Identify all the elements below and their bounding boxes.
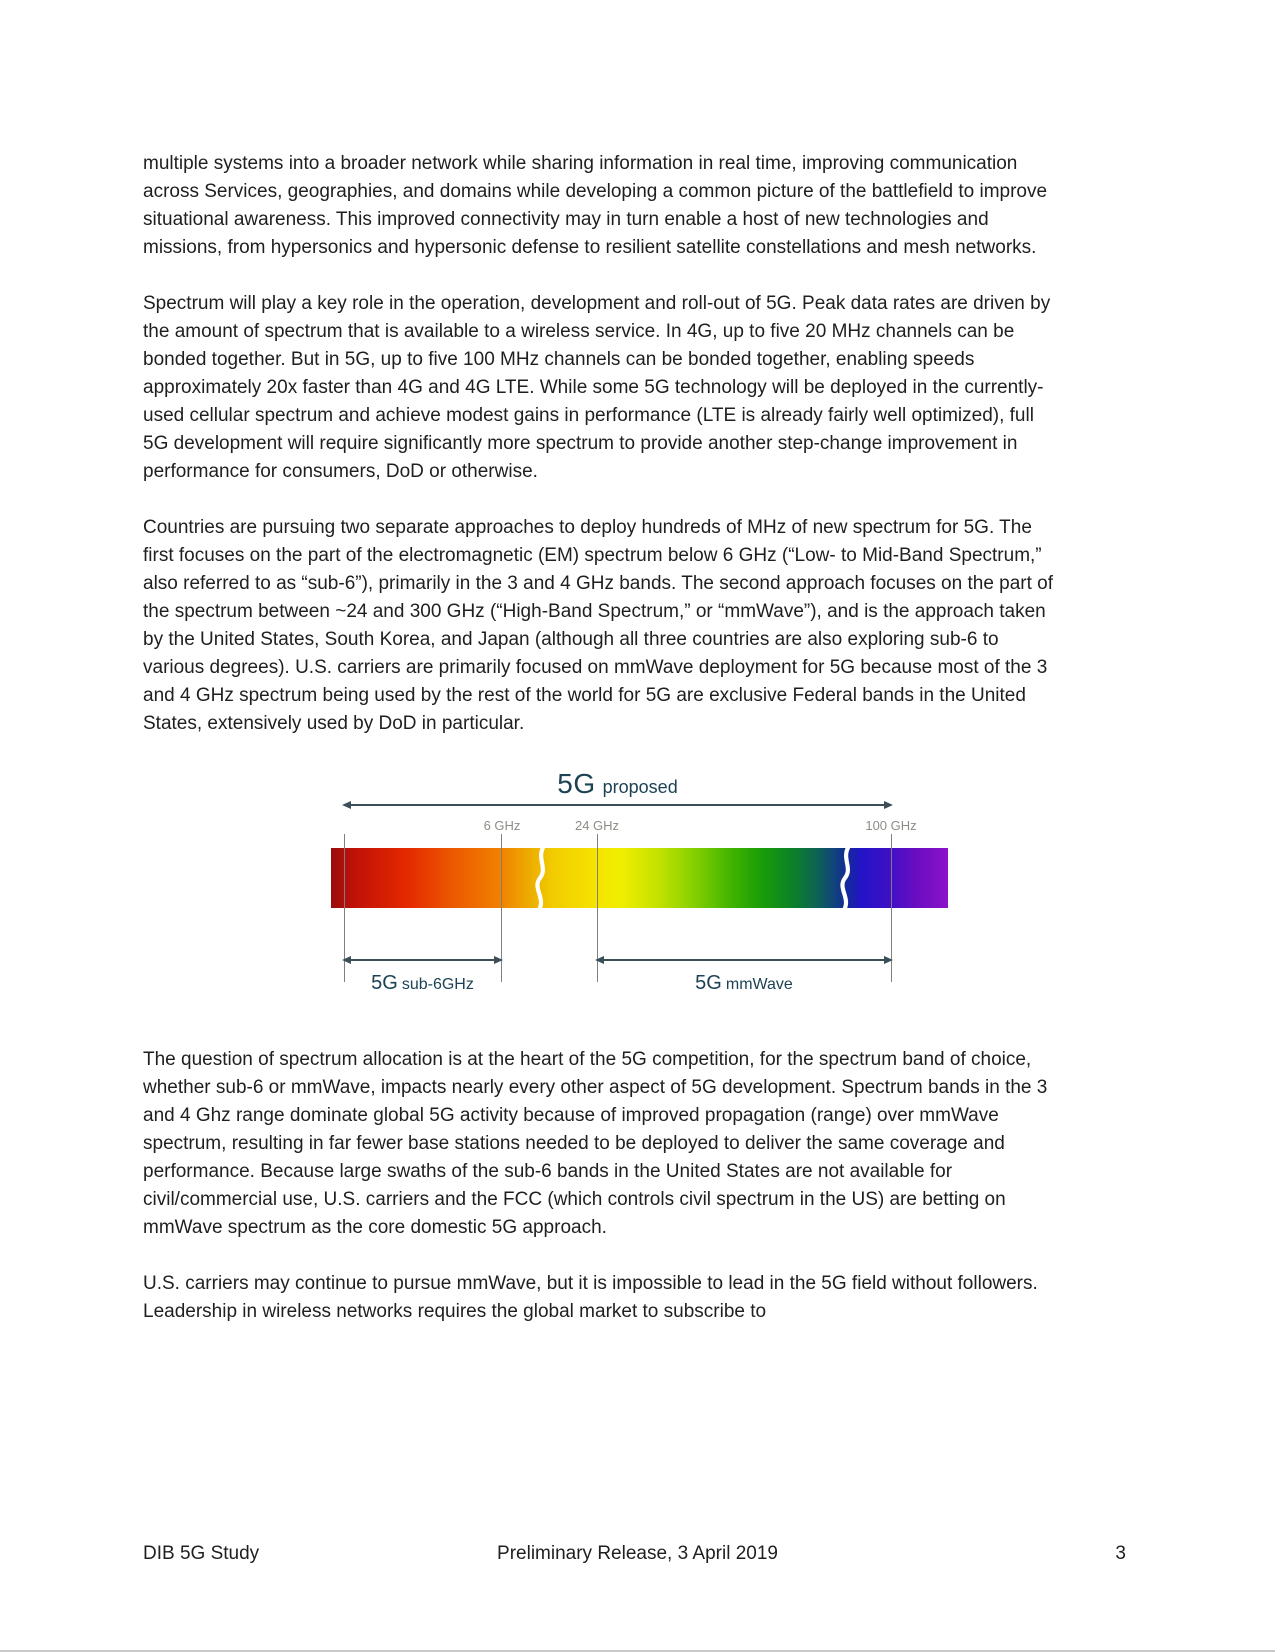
footer-page-number: 3	[1115, 1543, 1126, 1564]
band-label-mmwave	[597, 972, 891, 995]
band-label-sub6-main: 5G	[371, 972, 398, 994]
paragraph-two-approaches: Countries are pursuing two separate approaches to deploy hundreds of MHz of new spectrum for 5G. The first focuses on the part of the electromagnetic (EM) spectrum below 6 GHz (“Low- to Mid-Band Spectrum,” also referred to as “sub-6”), primarily in the 3 and 4 GHz bands. The second approach focuses on the part of the spectrum between ~24 and 300 GHz (“High-Band Spectrum,” or “mmWave”), and is the approach taken by the United States, South Korea, and Japan (although all three countries are also exploring sub-6 to various degrees). U.S. carriers are primarily focused on mmWave deployment for 5G because most of the 3 and 4 GHz spectrum being used by the rest of the world for 5G are exclusive Federal bands in the United States, extensively used by DoD in particular.	[143, 517, 1054, 734]
freq-label-6ghz: 6 GHz	[483, 818, 521, 833]
band-label-sub6	[344, 972, 501, 995]
proposed-range-arrow	[344, 804, 891, 806]
footer-release-info: Preliminary Release, 3 April 2019	[497, 1543, 778, 1564]
freq-label-24ghz: 24 GHz	[574, 818, 620, 833]
paragraph-carriers: U.S. carriers may continue to pursue mmWave, but it is impossible to lead in the 5G field without followers. Leadership in wireless networks requires the global market to subscribe to	[143, 1273, 1038, 1322]
band-label-mmwave-sub: mmWave	[725, 976, 793, 993]
footer-document-title: DIB 5G Study	[143, 1543, 260, 1564]
band-label-sub6-sub: sub-6GHz	[401, 976, 474, 993]
mmwave-range-arrow	[597, 959, 891, 961]
figure-title-main: 5G	[557, 768, 596, 799]
figure-title	[344, 768, 891, 800]
paragraph-network: multiple systems into a broader network while sharing information in real time, improving communication across Services, geographies, and domains while developing a common picture of the battlefield to improve situational awareness. This improved connectivity may in turn enable a host of new technologies and missions, from hypersonics and hypersonic defense to resilient satellite constellations and mesh networks.	[143, 153, 1048, 258]
spectrum-gradient-bar	[331, 848, 948, 908]
sub6-range-arrow	[344, 959, 501, 961]
spectrum-figure	[143, 766, 1063, 1016]
spectrum-break-right-icon	[837, 844, 855, 912]
spectrum-break-left-icon	[532, 844, 550, 912]
band-label-mmwave-main: 5G	[695, 972, 722, 994]
paragraph-spectrum-role: Spectrum will play a key role in the operation, development and roll-out of 5G. Peak data rates are driven by the amount of spectrum that is available to a wireless service. In 4G, up to five 20 MHz channels can be bonded together. But in 5G, up to five 100 MHz channels can be bonded together, enabling speeds approximately 20x faster than 4G and 4G LTE. While some 5G technology will be deployed in the currently-used cellular spectrum and achieve modest gains in performance (LTE is already fairly well optimized), full 5G development will require significantly more spectrum to provide another step-change improvement in performance for consumers, DoD or otherwise.	[143, 293, 1051, 482]
paragraph-allocation: The question of spectrum allocation is at the heart of the 5G competition, for the spectrum band of choice, whether sub-6 or mmWave, impacts nearly every other aspect of 5G development. Spectrum bands in the 3 and 4 Ghz range dominate global 5G activity because of improved propagation (range) over mmWave spectrum, resulting in far fewer base stations needed to be deployed to deliver the same coverage and performance. Because large swaths of the sub-6 bands in the United States are not available for civil/commercial use, U.S. carriers and the FCC (which controls civil spectrum in the US) are betting on mmWave spectrum as the core domestic 5G approach.	[143, 1049, 1048, 1238]
freq-label-100ghz: 100 GHz	[865, 818, 917, 833]
document-body	[143, 150, 1063, 1354]
figure-title-sub: proposed	[602, 777, 678, 797]
